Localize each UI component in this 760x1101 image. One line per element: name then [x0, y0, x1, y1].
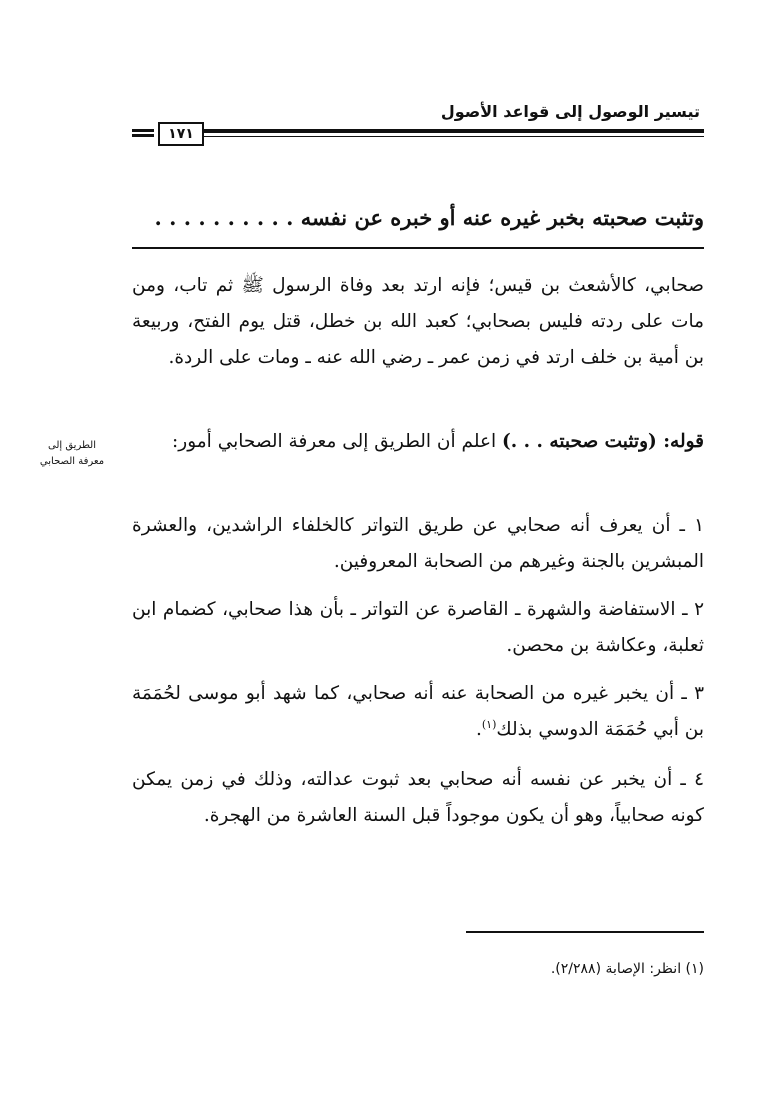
- matn-text: وتثبت صحبته بخبر غيره عنه أو خبره عن نفسه . . . . . . . . . .: [154, 205, 704, 230]
- footnote-ref[interactable]: (١): [481, 717, 497, 731]
- footnote: (١) انظر: الإصابة (٢/٢٨٨).: [550, 961, 704, 977]
- list-item: ٤ ـ أن يخبر عن نفسه أنه صحابي بعد ثبوت عدالته، وذلك في زمن يمكن كونه صحابياً، وهو أن يكون موجوداً قبل السنة العاشرة من الهجرة.: [132, 769, 704, 826]
- footnote-divider: [466, 931, 704, 933]
- margin-note-line: معرفة الصحابي: [39, 456, 105, 467]
- quote-rest: اعلم أن الطريق إلى معرفة الصحابي أمور:: [172, 431, 503, 452]
- list-item-end: .: [475, 719, 482, 740]
- matn-divider: [132, 247, 704, 249]
- list-item: ٢ ـ الاستفاضة والشهرة ـ القاصرة عن التواتر ـ بأن هذا صحابي، كضمام ابن ثعلبة، وعكاشة بن محصن.: [132, 599, 704, 656]
- book-title: تيسير الوصول إلى قواعد الأصول: [440, 102, 700, 121]
- list-item: [132, 676, 704, 748]
- quote-paragraph: [132, 424, 704, 460]
- quote-lead: قوله: (وتثبت صحبته . . .): [502, 431, 704, 452]
- margin-note: [18, 438, 126, 470]
- header-rule: [132, 126, 704, 140]
- list-item-text: ٣ ـ أن يخبر غيره من الصحابة عنه أنه صحابي، كما شهد أبو موسى لحُمَمَة بن أبي حُمَمَة الدوسي بذلك: [132, 683, 704, 740]
- page-number: ١٧١: [158, 122, 204, 146]
- margin-note-line: الطريق إلى: [47, 440, 96, 451]
- commentary-paragraph: صحابي، كالأشعث بن قيس؛ فإنه ارتد بعد وفاة الرسول ﷺ ثم تاب، ومن مات على ردته فليس بصحابي؛ كعبد الله بن خطل، قتل يوم الفتح، وربيعة بن أمية بن خلف ارتد في زمن عمر ـ رضي الله عنه ـ ومات على الردة.: [132, 275, 704, 368]
- list-item: ١ ـ أن يعرف أنه صحابي عن طريق التواتر كالخلفاء الراشدين، والعشرة المبشرين بالجنة وغيرهم من الصحابة المعروفين.: [132, 515, 704, 572]
